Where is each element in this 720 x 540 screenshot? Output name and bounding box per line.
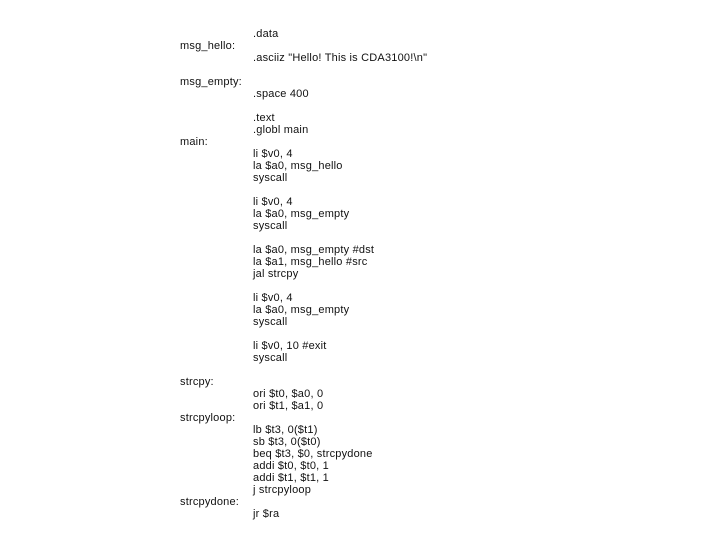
code-line: .asciiz "Hello! This is CDA3100!\n" [253, 52, 428, 64]
code-line: syscall [253, 352, 288, 364]
label-msg-hello: msg_hello: [180, 40, 236, 52]
code-line: syscall [253, 316, 288, 328]
code-line: beq $t3, $0, strcpydone [253, 448, 373, 460]
label-main: main: [180, 136, 208, 148]
code-line: la $a0, msg_empty [253, 304, 350, 316]
code-line: jal strcpy [253, 268, 299, 280]
code-line: li $v0, 4 [253, 148, 293, 160]
code-line: la $a0, msg_hello [253, 160, 343, 172]
code-line: .text [253, 112, 275, 124]
code-line: li $v0, 10 #exit [253, 340, 327, 352]
code-line: .space 400 [253, 88, 309, 100]
code-line: addi $t0, $t0, 1 [253, 460, 329, 472]
code-line: addi $t1, $t1, 1 [253, 472, 329, 484]
code-line: sb $t3, 0($t0) [253, 436, 321, 448]
label-strcpydone: strcpydone: [180, 496, 240, 508]
code-line: j strcpyloop [253, 484, 312, 496]
label-msg-empty: msg_empty: [180, 76, 242, 88]
code-line: li $v0, 4 [253, 196, 293, 208]
code-line: ori $t0, $a0, 0 [253, 388, 324, 400]
code-line: la $a0, msg_empty #dst [253, 244, 375, 256]
code-line: la $a0, msg_empty [253, 208, 350, 220]
code-line: jr $ra [253, 508, 280, 520]
label-strcpyloop: strcpyloop: [180, 412, 236, 424]
code-line: syscall [253, 172, 288, 184]
code-line: ori $t1, $a1, 0 [253, 400, 324, 412]
code-line: la $a1, msg_hello #src [253, 256, 368, 268]
code-line: syscall [253, 220, 288, 232]
code-line: .data [253, 28, 279, 40]
label-strcpy: strcpy: [180, 376, 214, 388]
code-line: li $v0, 4 [253, 292, 293, 304]
code-line: .globl main [253, 124, 309, 136]
code-line: lb $t3, 0($t1) [253, 424, 318, 436]
